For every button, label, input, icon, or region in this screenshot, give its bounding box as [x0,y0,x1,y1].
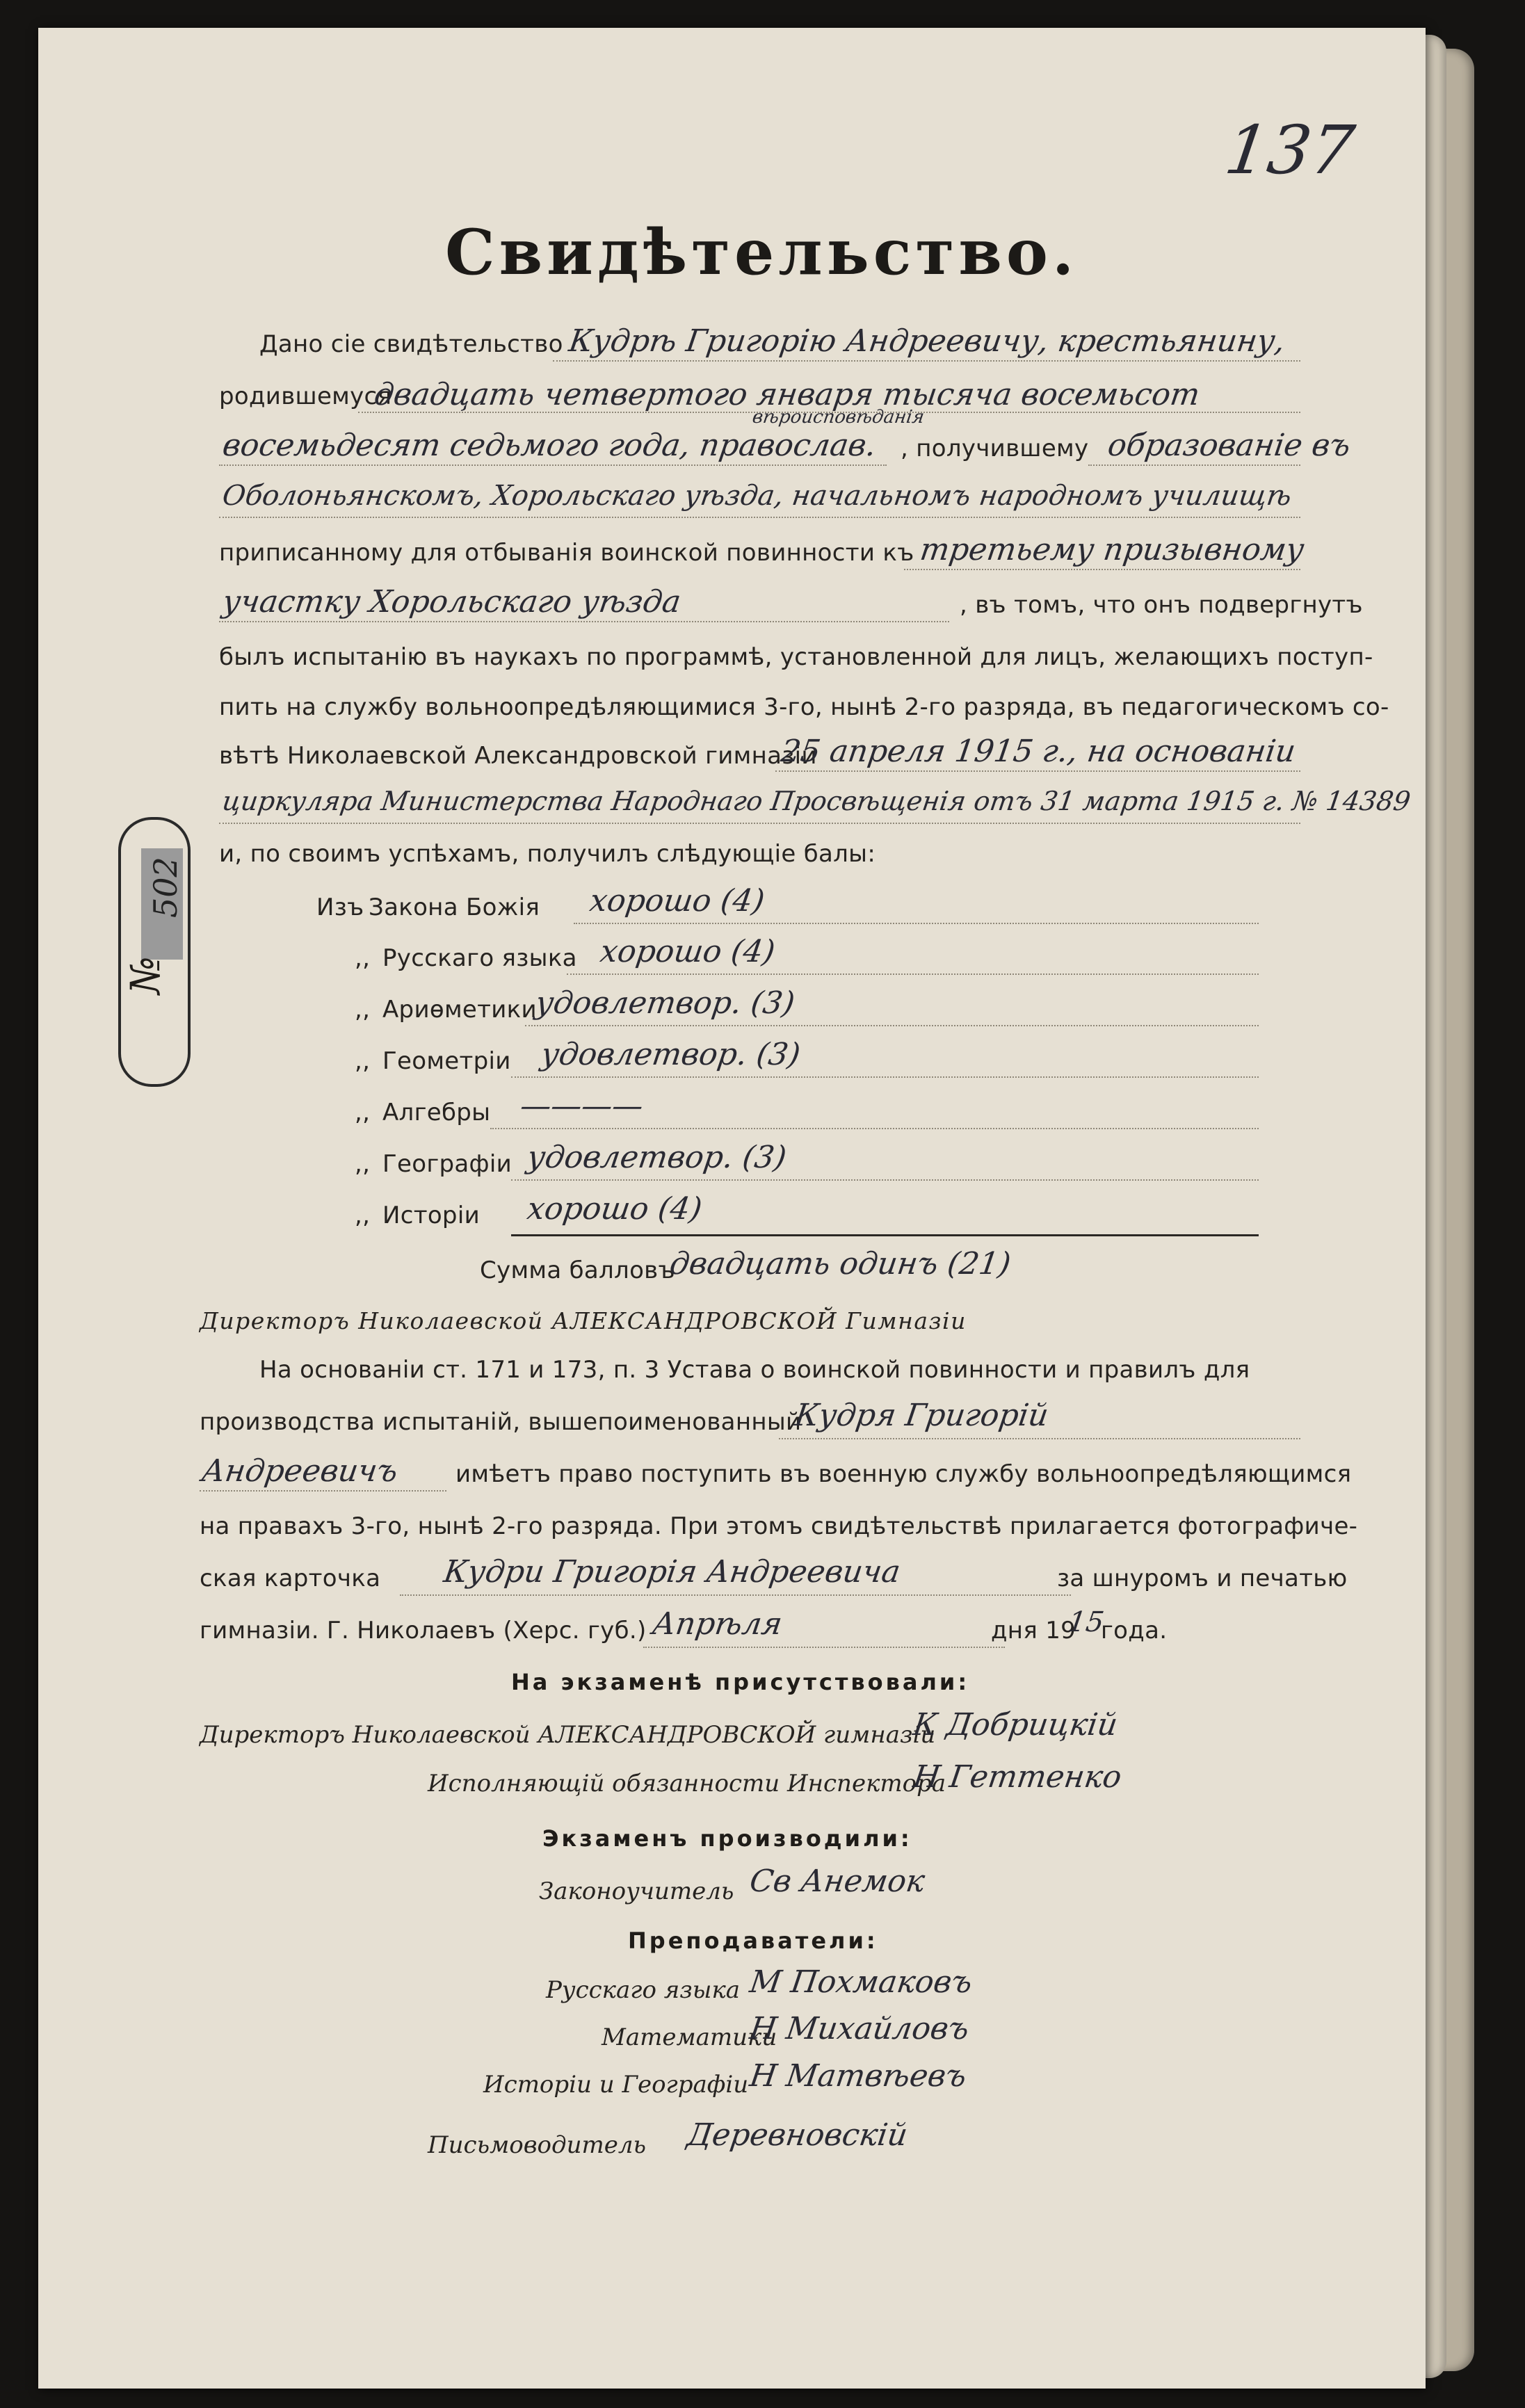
grade-value: удовлетвор. (3) [533,985,798,1021]
basis-line-6a: гимназіи. Г. Николаевъ (Херс. губ.) [200,1617,647,1645]
registry-number: 502 [147,857,184,918]
grade-prefix: ,, [355,996,371,1024]
grade-prefix: ,, [355,944,371,972]
fill-line [219,823,1300,824]
assigned-label: приписанному для отбыванія воинской повинности къ [219,539,914,567]
fill-line [511,1076,1259,1078]
fill-line [490,1128,1259,1129]
born-label: родившемуся [219,382,392,410]
fill-line [567,973,1259,975]
circular-handwriting: циркуляра Министерства Народнаго Просвѣщенія отъ 31 марта 1915 г. № 14389 [220,786,1413,816]
grade-subject: Геометріи [382,1047,511,1075]
fill-line [775,770,1300,772]
grade-subject: Ариѳметики [382,996,537,1024]
math-label: Математики [602,2023,777,2051]
fill-line [219,621,949,622]
certificate-page [38,28,1426,2389]
grade-subject: Закона Божія [369,894,540,921]
grade-subject: Географіи [382,1150,513,1178]
month-handwriting: Апрѣля [650,1606,784,1642]
registry-no-sign: № [122,956,169,994]
document-title: Свидѣтельство. [445,216,1079,289]
basis-line-5a: ская карточка [200,1565,381,1592]
total-label: Сумма балловъ [480,1256,675,1284]
russian-label: Русскаго языка [546,1976,741,2004]
basis-line-5b: за шнуромъ и печатью [1057,1565,1348,1592]
basis-line-3: имѣетъ право поступить въ военную службу вольноопредѣляющимся [455,1460,1352,1488]
clerk-signature: Деревновскій [685,2117,910,2153]
fill-line [400,1594,1071,1596]
basis-line-4: на правахъ 3-го, нынѣ 2-го разряда. При этомъ свидѣтельствѣ прилагается фотографиче- [200,1512,1358,1540]
district-handwriting: участку Хорольскаго уѣзда [220,584,684,620]
given-handwriting: Кудрѣ Григорію Андреевичу, крестьянину, [567,323,1287,359]
body-line-a: былъ испытанію въ наукахъ по программѣ, установленной для лицъ, желающихъ поступ- [219,643,1373,671]
director-signature: К Добрицкій [911,1707,1120,1743]
folio-number: 137 [1220,111,1359,189]
grade-value: ———— [518,1088,646,1124]
inspector-signature: Н Геттенко [911,1759,1124,1795]
fill-line [219,464,887,466]
born-handwriting: двадцать четвертого января тысяча восемьсот [372,377,1202,412]
fill-line [200,1490,446,1492]
total-handwriting: двадцать одинъ (21) [668,1246,1013,1282]
religion-handwriting: вѣроисповѣданія [751,407,926,428]
fill-line [643,1647,1005,1648]
fill-line [904,569,1300,570]
grade-value: хорошо (4) [588,883,767,919]
sum-rule [511,1234,1259,1236]
grade-subject: Алгебры [382,1099,491,1126]
educated-handwriting: образованіе въ [1106,428,1353,463]
basis-line-6c: года. [1101,1617,1168,1645]
fill-line [525,1025,1259,1026]
basis-line-6b: дня 19 [991,1617,1076,1645]
registry-number-box [141,848,183,960]
body-line-c: вѣтѣ Николаевской Александровской гимназіи [219,742,817,770]
histgeo-signature: Н Матвѣевъ [748,2058,969,2094]
exam-present-header: На экзаменѣ присутствовали: [511,1669,970,1695]
fill-line [779,1438,1300,1439]
patronymic-handwriting: Андреевичъ [200,1453,401,1489]
grade-prefix: ,, [355,1047,371,1075]
fill-line [219,517,1300,518]
grade-prefix: ,, [355,1202,371,1229]
math-signature: Н Михайловъ [748,2011,971,2046]
year-handwriting: восемьдесят седьмого года, православ. [220,428,879,463]
director-sign-label: Директоръ Николаевской АЛЕКСАНДРОВСКОЙ гимназіи [200,1721,936,1749]
fill-line [574,923,1259,924]
exam-conducted-header: Экзаменъ производили: [542,1825,912,1852]
fill-line [511,1179,1259,1181]
director-line: Директоръ Николаевской АЛЕКСАНДРОВСКОЙ Гимназіи [200,1307,967,1334]
teachers-header: Преподаватели: [628,1928,878,1954]
inspector-label: Исполняющій обязанности Инспектора [428,1770,946,1797]
law-teacher-signature: Св Анемок [748,1864,928,1899]
educated-label: , получившему [901,435,1089,462]
assigned-handwriting: третьему призывному [918,532,1307,567]
grade-prefix: Изъ [316,894,364,921]
grade-prefix: ,, [355,1150,371,1178]
school-handwriting: Оболоньянскомъ, Хорольскаго уѣзда, начальномъ народномъ училищѣ [220,480,1294,512]
basis-line-1: На основаніи ст. 171 и 173, п. 3 Устава о воинской повинности и правилъ для [259,1356,1250,1384]
grade-value: хорошо (4) [598,934,777,969]
grade-value: удовлетвор. (3) [525,1140,789,1175]
given-label: Дано сіе свидѣтельство [259,330,563,358]
body-line-b: пить на службу вольноопредѣляющимися 3-го, нынѣ 2-го разряда, въ педагогическомъ со- [219,693,1389,721]
tail-text-1: , въ томъ, что онъ подвергнутъ [960,591,1363,619]
basis-line-2: производства испытаній, вышепоименованный [200,1408,802,1436]
grade-subject: Исторіи [382,1202,480,1229]
law-teacher-label: Законоучитель [539,1877,734,1905]
grade-subject: Русскаго языка [382,944,577,972]
histgeo-label: Исторіи и Географіи [483,2071,749,2099]
russian-signature: М Похмаковъ [748,1964,975,2000]
photo-handwriting: Кудри Григорія Андреевича [442,1554,903,1590]
date-handwriting: 25 апреля 1915 г., на основаніи [779,734,1298,769]
clerk-label: Письмоводитель [428,2131,646,2159]
grade-value: удовлетвор. (3) [539,1037,803,1072]
grade-value: хорошо (4) [525,1191,704,1227]
year-suffix-handwriting: 15 [1066,1606,1106,1638]
grade-prefix: ,, [355,1099,371,1126]
name-handwriting: Кудря Григорій [793,1398,1051,1433]
grades-intro: и, по своимъ успѣхамъ, получилъ слѣдующіе балы: [219,840,876,868]
fill-line [553,360,1300,362]
fill-line [1088,464,1300,466]
